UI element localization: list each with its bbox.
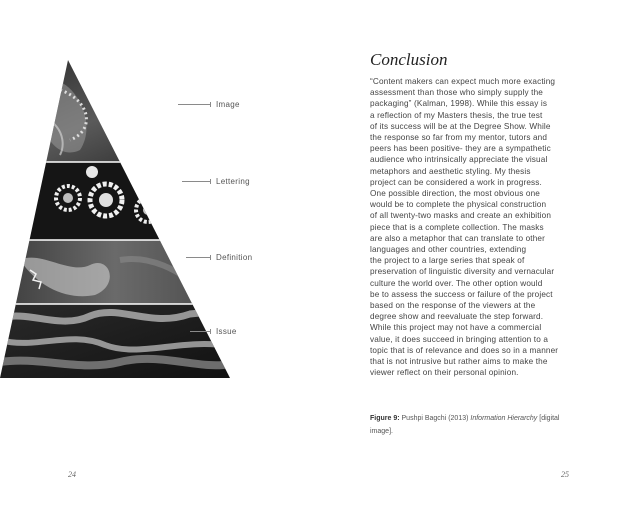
conclusion-body bbox=[370, 76, 566, 378]
body-line: packaging” (Kalman, 1998). While this essay is bbox=[370, 99, 548, 109]
body-line: of all twenty-two masks and create an exhibition bbox=[370, 211, 552, 221]
body-line: the response so far from my mentor, tutors and bbox=[370, 133, 548, 143]
pyramid-band-definition bbox=[0, 240, 230, 304]
pyramid-band-image bbox=[0, 60, 230, 162]
body-line: assessment than those who simply supply the bbox=[370, 88, 544, 98]
body-line: culture the world over. The other option would bbox=[370, 278, 543, 288]
leader-line-issue bbox=[190, 331, 210, 332]
body-line: “Content makers can expect much more exacting bbox=[370, 77, 556, 86]
body-line: value, it does succeed in bringing attention to a bbox=[370, 334, 549, 344]
pyramid-label-lettering: Lettering bbox=[216, 177, 250, 186]
body-line: audience who intrinsically appreciate the visual bbox=[370, 155, 548, 165]
body-line: project can be considered a work in progress. bbox=[370, 177, 542, 187]
body-line: languages and other countries, extending bbox=[370, 245, 527, 255]
body-line: a reflection of my Masters thesis, the true test bbox=[370, 110, 543, 120]
body-line: preservation of linguistic diversity and vernacular bbox=[370, 267, 555, 277]
body-line: While this project may not have a commercial bbox=[370, 323, 542, 333]
page-number-left: 24 bbox=[68, 470, 76, 479]
body-line: would be to complete the physical construction bbox=[370, 200, 547, 210]
caption-title: Information Hierarchy bbox=[470, 415, 538, 422]
figure-caption bbox=[370, 412, 570, 438]
section-title: Conclusion bbox=[370, 50, 448, 69]
pyramid-label-issue: Issue bbox=[216, 327, 237, 336]
caption-text-after: [digital image]. bbox=[370, 415, 560, 435]
caption-text-before: Pushpi Bagchi (2013) bbox=[399, 415, 471, 422]
leader-line-definition bbox=[186, 257, 210, 258]
body-line: that is not intrusive but rather aims to make the bbox=[370, 357, 548, 367]
leader-line-lettering bbox=[182, 181, 210, 182]
pyramid-band-issue bbox=[0, 304, 230, 380]
body-line: of its success will be at the Degree Show. While bbox=[370, 121, 551, 131]
body-line: One possible direction, the most obvious one bbox=[370, 189, 540, 199]
body-line: based on the response of the viewers at the bbox=[370, 301, 536, 311]
body-line: degree show and reevaluate the step forward. bbox=[370, 312, 544, 322]
body-line: viewer reflect on their personal opinion. bbox=[370, 368, 519, 378]
information-hierarchy-pyramid bbox=[0, 60, 230, 380]
body-line: peers has been positive- they are a sympathetic bbox=[370, 144, 551, 154]
pyramid-band-lettering bbox=[0, 162, 230, 240]
body-line: piece that is a complete collection. The masks bbox=[370, 222, 544, 232]
leader-line-image bbox=[178, 104, 210, 105]
pyramid-label-definition: Definition bbox=[216, 253, 253, 262]
body-line: topic that is of relevance and does so in a manner bbox=[370, 345, 559, 355]
body-line: be to assess the success or failure of the project bbox=[370, 289, 553, 299]
body-line: the project to a large series that speak of bbox=[370, 256, 525, 266]
body-line: metaphors and aesthetic styling. My thesis bbox=[370, 166, 531, 176]
body-line: are also a metaphor that can translate to other bbox=[370, 233, 545, 243]
page-number-right: 25 bbox=[561, 470, 569, 479]
pyramid-label-image: Image bbox=[216, 100, 240, 109]
caption-label: Figure 9: bbox=[370, 415, 400, 422]
